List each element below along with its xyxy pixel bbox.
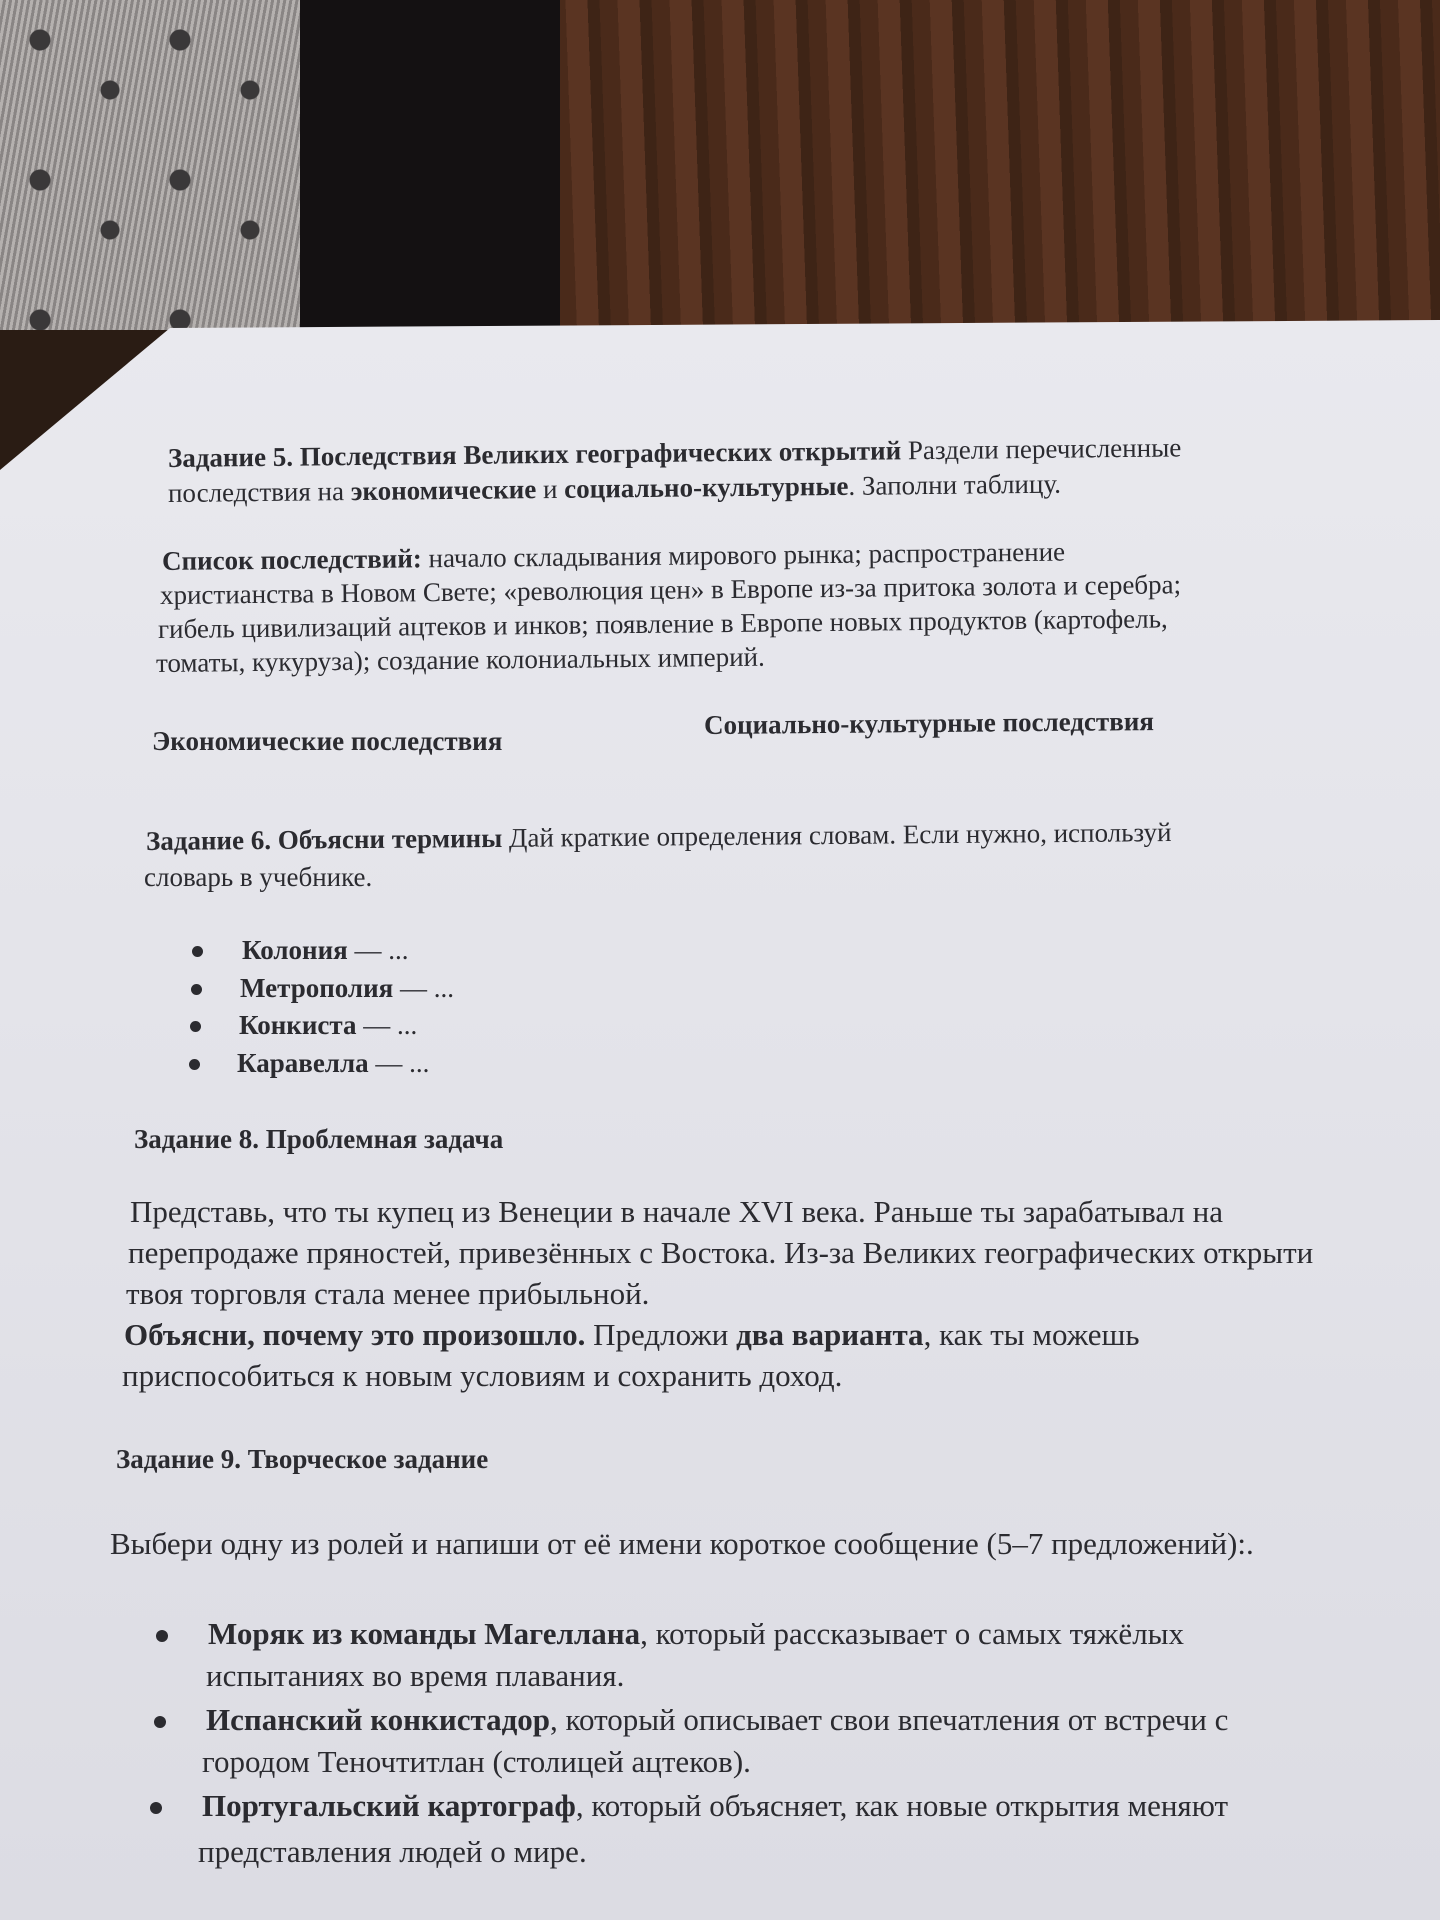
task5-list-line-2: христианства в Новом Свете; «революция цен» в Европе из-за притока золота и серебра; [159, 569, 1182, 610]
task9-title: Задание 9. Творческое задание [116, 1444, 489, 1474]
role-conquistador-line-2: городом Теночтитлан (столицей ацтеков). [202, 1744, 751, 1779]
bullet-icon [156, 1630, 168, 1642]
role-sailor [208, 1618, 1184, 1649]
role-cartographer [202, 1790, 1228, 1821]
role-cartographer-title: Португальский картограф [202, 1788, 576, 1823]
role-cartographer-text: , который объясняет, как новые открытия меняют [575, 1788, 1228, 1823]
term-metropolis-rest: — ... [393, 973, 454, 1003]
term-caravel-rest: — ... [368, 1048, 430, 1078]
task5-intro-line-2 [167, 468, 1062, 508]
task5-and: и [542, 473, 558, 505]
term-colony [242, 937, 409, 964]
term-caravel [237, 1050, 429, 1077]
task6-intro-1: Дай краткие определения словам. Если нужно, используй [508, 817, 1172, 853]
bullet-icon [192, 946, 203, 957]
role-conquistador-text: , который описывает свои впечатления от встречи с [550, 1702, 1229, 1737]
task5-heading-line [168, 434, 1182, 472]
role-cartographer-line-2: представления людей о мире. [198, 1834, 587, 1869]
task5-title: Задание 5. Последствия Великих географических открытий [167, 435, 902, 473]
bullet-icon [190, 1021, 201, 1032]
task8-question-mid: Предложи [585, 1317, 737, 1352]
term-caravel-word: Каравелла [237, 1048, 369, 1078]
bullet-icon [189, 1059, 200, 1070]
term-conquista-rest: — ... [356, 1010, 418, 1040]
task5-list-label: Список последствий: [161, 543, 422, 576]
task9-intro: Выбери одну из ролей и напиши от её имени короткое сообщение (5–7 предложений):. [110, 1526, 1254, 1561]
task6-title: Задание 6. Объясни термины [145, 822, 503, 856]
bullet-icon [191, 984, 202, 995]
column-header-social: Социально-культурные последствия [703, 706, 1155, 740]
task5-list-line-1 [161, 536, 1066, 576]
term-conquista [239, 1012, 417, 1039]
task5-list-line-4: томаты, кукуруза); создание колониальных империй. [155, 641, 765, 678]
task8-paragraph-line-3: твоя торговля стала менее прибыльной. [126, 1276, 650, 1311]
task8-question-bold: Объясни, почему это произошло. [124, 1317, 586, 1352]
task8-question-line-2: приспособиться к новым условиям и сохранить доход. [122, 1358, 843, 1393]
role-conquistador [206, 1704, 1228, 1735]
task8-question-bold-2: два варианта [736, 1317, 924, 1352]
task5-intro-1: Раздели перечисленные [907, 432, 1182, 466]
task6-heading-line [146, 819, 1172, 855]
bullet-icon [150, 1802, 162, 1814]
task5-list-text-1: начало складывания мирового рынка; распространение [428, 536, 1066, 574]
task5-econ-word: экономические [350, 474, 537, 507]
task5-list-line-3: гибель цивилизаций ацтеков и инков; появление в Европе новых продуктов (картофель, [157, 603, 1168, 644]
task5-intro-end: . Заполни таблицу. [848, 468, 1062, 501]
task8-paragraph-line-2: перепродаже пряностей, привезённых с Востока. Из-за Великих географических открыти [128, 1235, 1314, 1270]
bullet-icon [154, 1716, 166, 1728]
task8-question-line-1 [124, 1319, 1139, 1350]
task6-intro-line-2: словарь в учебнике. [144, 862, 373, 892]
term-metropolis-word: Метрополия [240, 973, 394, 1003]
role-sailor-line-2: испытаниях во время плавания. [206, 1658, 625, 1693]
task8-question-end: , как ты можешь [923, 1317, 1140, 1352]
term-conquista-word: Конкиста [239, 1010, 357, 1040]
role-sailor-title: Моряк из команды Магеллана [208, 1616, 641, 1651]
task5-intro-2: последствия на [167, 476, 345, 508]
task5-social-word: социально-культурные [564, 470, 849, 504]
term-metropolis [240, 975, 454, 1002]
role-sailor-text: , который рассказывает о самых тяжёлых [640, 1616, 1184, 1651]
column-header-economic: Экономические последствия [152, 726, 503, 756]
task8-title: Задание 8. Проблемная задача [134, 1124, 504, 1154]
role-conquistador-title: Испанский конкистадор [206, 1702, 551, 1737]
term-colony-word: Колония [242, 935, 348, 965]
term-colony-rest: — ... [347, 935, 409, 965]
task8-paragraph-line-1: Представь, что ты купец из Венеции в начале XVI века. Раньше ты зарабатывал на [130, 1194, 1223, 1229]
